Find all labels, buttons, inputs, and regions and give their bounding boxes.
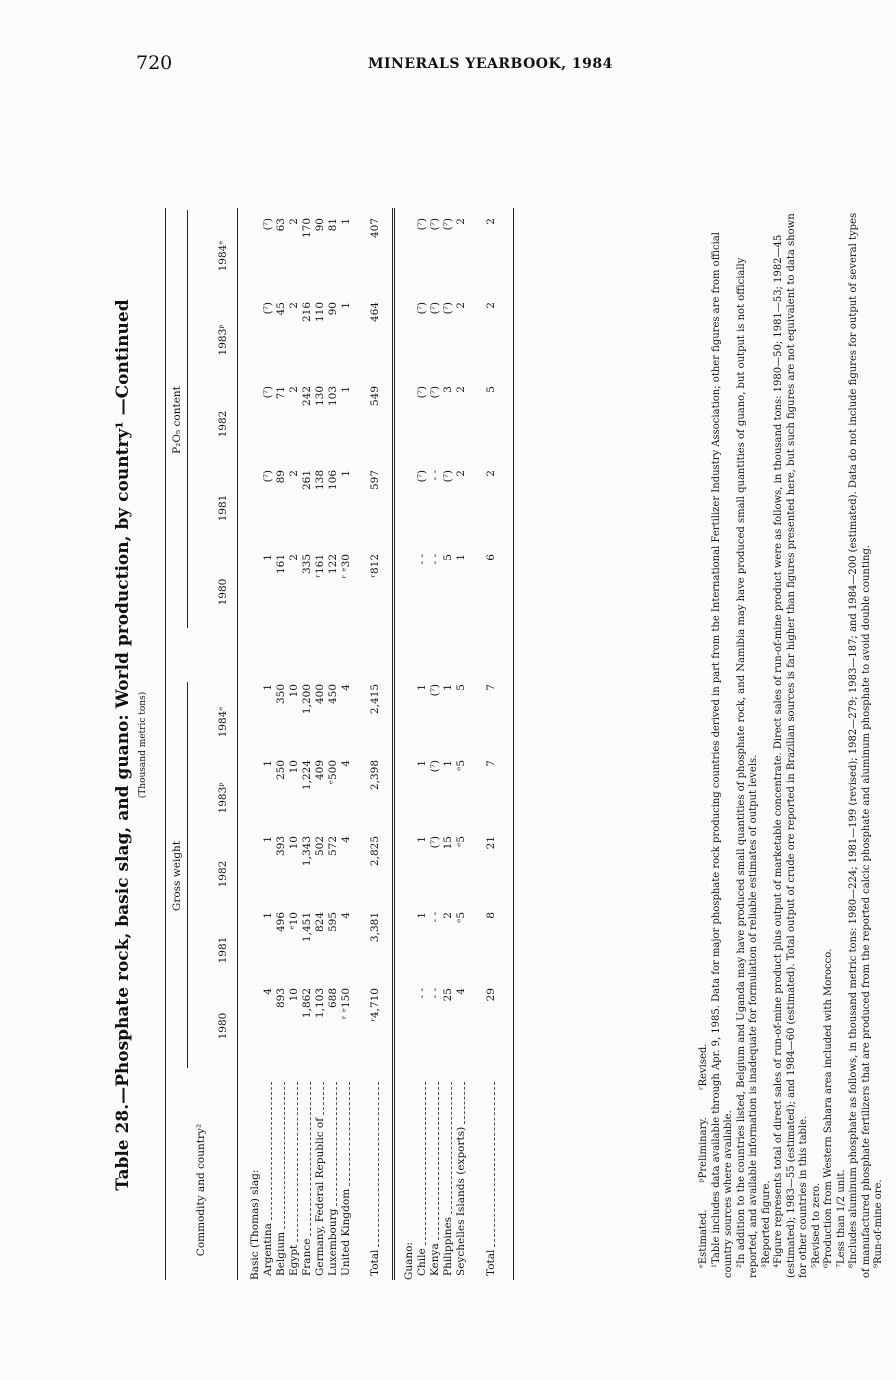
table-cell: 103: [327, 386, 339, 407]
col-header-gross-1982: 1982: [217, 860, 229, 888]
table-title: Table 28.—Phosphate rock, basic slag, and guano: World production, by country¹ —Continued: [113, 299, 133, 1191]
table-cell: 2: [455, 302, 467, 309]
table-cell: ᵉ500: [327, 760, 339, 785]
table-cell: 1: [416, 836, 428, 843]
table-cell: 2: [288, 386, 300, 393]
row-label: Seychelles Islands (exports): [455, 1126, 467, 1276]
table-cell: 90: [327, 302, 339, 316]
table-cell: ᵉ5: [455, 836, 467, 847]
row-label: Luxembourg: [327, 1208, 339, 1276]
dot-leader: [310, 1082, 311, 1236]
table-cell: 170: [301, 218, 313, 239]
running-head: MINERALS YEARBOOK, 1984: [368, 56, 613, 72]
table-cell: 110: [314, 302, 326, 323]
table-cell: ʳ ᵉ30: [340, 554, 352, 579]
table-cell: 1,224: [301, 760, 313, 791]
table-cell: 161: [275, 554, 287, 575]
table-cell: 106: [327, 470, 339, 491]
p2o5-content-rule: [187, 210, 188, 628]
table-cell: 2: [288, 554, 300, 561]
table-row: [314, 208, 327, 1280]
table-cell: 335: [301, 554, 313, 575]
table-cell: 29: [485, 988, 497, 1002]
table-cell: ʳ ᵉ150: [340, 988, 352, 1020]
table-row: [429, 208, 442, 1280]
table-cell: 6: [485, 554, 497, 561]
col-header-p2o5-1984: 1984ᵉ: [217, 240, 229, 272]
footnote-key: ᵖPreliminary.: [698, 1117, 709, 1183]
table-cell: 2,825: [369, 836, 381, 867]
table-cell: 1: [262, 760, 274, 767]
table-cell: 688: [327, 988, 339, 1009]
table-cell: 21: [485, 836, 497, 850]
row-label: Chile: [416, 1248, 428, 1276]
table-cell: 1: [416, 684, 428, 691]
table-cell: 1: [442, 684, 454, 691]
dot-leader: [271, 1082, 272, 1220]
table-cell: 2: [442, 912, 454, 919]
footnote-key: ʳRevised.: [698, 1043, 709, 1090]
header-bottom-rule: [237, 208, 238, 1280]
table-cell: 4: [262, 988, 274, 995]
table-cell: 1,200: [301, 684, 313, 715]
gross-weight-header: Gross weight: [171, 840, 183, 912]
table-row: [262, 208, 275, 1280]
dot-leader: [494, 1082, 495, 1247]
table-cell: - -: [416, 988, 428, 999]
table-cell: 8: [485, 912, 497, 919]
table-cell: 1: [455, 554, 467, 561]
table-cell: - -: [429, 988, 441, 999]
table-cell: 138: [314, 470, 326, 491]
table-cell: - -: [429, 554, 441, 565]
table-cell: 1: [262, 554, 274, 561]
section-label-row: [249, 208, 262, 1280]
table-cell: 1: [340, 386, 352, 393]
table-row: [340, 208, 353, 1280]
footnote: ⁸Includes aluminum phosphate as follows, in thousand metric tons: 1980—224; 1981—199 (revised); 1982—279; 1983—187; and 1984—200 (estimated). Data do not include figures for output of several types of manufactured phosphate fertilizers that are produced from the reported calcic phosphate and aluminum phosphate to avoid double counting.: [848, 212, 872, 1278]
footnote: ¹Table includes data available through Apr. 9, 1985. Data for major phosphate rock producing countries derived in part from the International Fertilizer Industry Association; other figures are from official country sources where available.: [710, 232, 734, 1278]
table-cell: (⁷): [416, 386, 428, 399]
table-cell: 496: [275, 912, 287, 933]
table-cell: 2: [455, 218, 467, 225]
table-row: [416, 208, 429, 1280]
table-cell: ᵉ10: [288, 912, 300, 930]
table-cell: 216: [301, 302, 313, 323]
table-cell: 1: [262, 836, 274, 843]
dot-leader: [349, 1082, 350, 1186]
footnote: ⁴Figure represents total of direct sales of run-of-mine product plus output of marketable concentrate. Direct sales of run-of-mine product were as follows, in thousand tons: 1980—50; 1981—53; 1982—45 (estimated); 1983—55 (estimated); and 1984—60 (estimated). Total output of crude ore reported in Brazilian sources is far higher than figures presented here, but such figures are not equivalent to data shown for other countries in this table.: [773, 213, 809, 1278]
dot-leader: [425, 1082, 426, 1245]
table-cell: ʳ812: [369, 554, 381, 578]
table-cell: (⁷): [442, 218, 454, 231]
table-cell: 1,103: [314, 988, 326, 1019]
row-label: United Kingdom: [340, 1188, 352, 1276]
row-label: Philippines: [442, 1216, 454, 1276]
section-label: Guano:: [403, 1241, 415, 1280]
table-cell: 2: [455, 386, 467, 393]
col-header-gross-1980: 1980: [217, 1012, 229, 1040]
table-cell: 572: [327, 836, 339, 857]
table-cell: 130: [314, 386, 326, 407]
table-cell: 89: [275, 470, 287, 484]
table-cell: (⁷): [442, 470, 454, 483]
table-row: [327, 208, 340, 1280]
gross-weight-rule: [187, 682, 188, 1068]
table-cell: 1: [262, 912, 274, 919]
footnotes: [698, 212, 886, 1278]
dot-leader: [336, 1082, 337, 1206]
table-cell: (⁷): [262, 386, 274, 399]
table-row: [275, 208, 288, 1280]
table-cell: 400: [314, 684, 326, 705]
table-cell: 10: [288, 988, 300, 1002]
section-label: Basic (Thomas) slag:: [249, 1169, 261, 1280]
col-header-gross-1984: 1984ᵉ: [217, 706, 229, 738]
table-cell: 4: [455, 988, 467, 995]
table-cell: 122: [327, 554, 339, 575]
table-cell: - -: [429, 470, 441, 481]
table-cell: 4: [340, 912, 352, 919]
table-cell: ᵉ5: [455, 912, 467, 923]
table-cell: 549: [369, 386, 381, 407]
table-cell: (⁷): [416, 302, 428, 315]
row-label: Total: [485, 1249, 497, 1276]
table-cell: 3: [442, 386, 454, 393]
table-cell: 1,343: [301, 836, 313, 867]
row-label: Total: [369, 1249, 381, 1276]
dot-leader: [378, 1082, 379, 1247]
table-cell: 25: [442, 988, 454, 1002]
table-cell: 2: [455, 470, 467, 477]
table-cell: (⁷): [416, 470, 428, 483]
row-label: Argentina: [262, 1223, 274, 1276]
table-cell: 1: [416, 760, 428, 767]
stub-header: Commodity and country²: [195, 1123, 207, 1257]
dot-leader: [297, 1082, 298, 1242]
table-cell: 393: [275, 836, 287, 857]
table-cell: 81: [327, 218, 339, 232]
table-cell: 1: [442, 760, 454, 767]
total-row: [485, 208, 498, 1280]
footnote-keys: [698, 212, 711, 1278]
table-cell: (⁷): [416, 218, 428, 231]
table-cell: 450: [327, 684, 339, 705]
table-cell: 350: [275, 684, 287, 705]
table-cell: ʳ4,710: [369, 988, 381, 1022]
table-cell: (⁷): [442, 302, 454, 315]
row-label: France: [301, 1238, 313, 1276]
table-cell: 45: [275, 302, 287, 316]
table-cell: 595: [327, 912, 339, 933]
table-cell: 2,398: [369, 760, 381, 791]
table-cell: 10: [288, 760, 300, 774]
table-cell: 242: [301, 386, 313, 407]
dot-leader: [438, 1082, 439, 1240]
table-cell: 2: [288, 218, 300, 225]
footnote: ⁹Run-of-mine ore.: [873, 1179, 884, 1268]
table-cell: 5: [485, 386, 497, 393]
col-header-p2o5-1982: 1982: [217, 410, 229, 438]
table-cell: 464: [369, 302, 381, 323]
footnote: ⁵Revised to zero.: [810, 1182, 822, 1268]
table-cell: 1: [340, 470, 352, 477]
footnote-key: ᵉEstimated.: [698, 1209, 709, 1268]
table-cell: 4: [340, 684, 352, 691]
table-cell: (⁷): [429, 386, 441, 399]
footnote: ²In addition to the countries listed, Belgium and Uganda may have produced small quantities of phosphate rock, and Namibia may have produced small quantities of guano, but output is not officially reported, and available information is inadequate for formulation of reliable estimates of output levels.: [735, 257, 759, 1278]
table-cell: (⁷): [429, 218, 441, 231]
table-cell: 409: [314, 760, 326, 781]
table-row: [301, 208, 314, 1280]
table-cell: 1: [340, 302, 352, 309]
table-cell: 1,862: [301, 988, 313, 1019]
table-cell: 2: [288, 302, 300, 309]
table-cell: 4: [340, 760, 352, 767]
row-label: Germany, Federal Republic of: [314, 1117, 326, 1276]
table-cell: ᵉ5: [455, 760, 467, 771]
table-bottom-rule: [513, 208, 514, 1280]
table-cell: 502: [314, 836, 326, 857]
table-cell: 3,381: [369, 912, 381, 943]
table-row: [442, 208, 455, 1280]
table-row: [288, 208, 301, 1280]
table-cell: 10: [288, 684, 300, 698]
col-header-gross-1983: 1983ᵖ: [217, 782, 229, 814]
col-header-gross-1981: 1981: [217, 936, 229, 964]
table-cell: 2,415: [369, 684, 381, 715]
table-cell: 5: [442, 554, 454, 561]
dot-leader: [464, 1082, 465, 1124]
footnote: ⁷Less than 1/2 unit.: [835, 1169, 847, 1268]
table-cell: - -: [429, 912, 441, 923]
rotated-table-block: [113, 150, 884, 1340]
table-cell: 5: [455, 684, 467, 691]
section-divider-rule: [392, 208, 395, 1280]
table-cell: - -: [416, 554, 428, 565]
col-header-p2o5-1983: 1983ᵖ: [217, 324, 229, 356]
table-cell: 1: [416, 912, 428, 919]
table-cell: 824: [314, 912, 326, 933]
table-cell: 407: [369, 218, 381, 239]
table-cell: 1: [340, 218, 352, 225]
dot-leader: [451, 1082, 452, 1214]
header-top-rule: [165, 208, 166, 1280]
table-cell: (⁷): [429, 302, 441, 315]
table-cell: (⁷): [262, 470, 274, 483]
col-header-p2o5-1980: 1980: [217, 578, 229, 606]
table-cell: (⁷): [429, 684, 441, 697]
table-cell: 7: [485, 684, 497, 691]
table-cell: 261: [301, 470, 313, 491]
table-cell: 2: [288, 470, 300, 477]
table-cell: (⁷): [262, 302, 274, 315]
table-cell: 15: [442, 836, 454, 850]
total-row: [369, 208, 382, 1280]
footnote: ³Reported figure.: [760, 1180, 772, 1268]
table-cell: 597: [369, 470, 381, 491]
row-label: Kenya: [429, 1243, 441, 1276]
row-label: Belgium: [275, 1231, 287, 1276]
table-cell: 90: [314, 218, 326, 232]
table-cell: 2: [485, 218, 497, 225]
page-number: 720: [136, 52, 173, 74]
table-cell: 71: [275, 386, 287, 400]
table-cell: ʳ161: [314, 554, 326, 578]
dot-leader: [323, 1082, 324, 1115]
table-cell: 63: [275, 218, 287, 232]
footnote: ⁶Production from Western Sahara area included with Morocco.: [823, 948, 834, 1268]
table-cell: 893: [275, 988, 287, 1009]
table-cell: 250: [275, 760, 287, 781]
col-header-p2o5-1981: 1981: [217, 494, 229, 522]
table-cell: (⁷): [429, 836, 441, 849]
table-row: [455, 208, 468, 1280]
table-cell: 2: [485, 470, 497, 477]
table-subtitle: (Thousand metric tons): [138, 691, 148, 799]
p2o5-content-header: P₂O₅ content: [171, 386, 183, 454]
table-cell: 4: [340, 836, 352, 843]
table-cell: 7: [485, 760, 497, 767]
section-label-row: [403, 208, 416, 1280]
table-cell: 1: [262, 684, 274, 691]
table-cell: 2: [485, 302, 497, 309]
row-label: Egypt: [288, 1244, 300, 1276]
table-cell: (⁷): [429, 760, 441, 773]
dot-leader: [284, 1082, 285, 1229]
table-cell: (⁷): [262, 218, 274, 231]
table-cell: 1,451: [301, 912, 313, 943]
table-cell: 10: [288, 836, 300, 850]
